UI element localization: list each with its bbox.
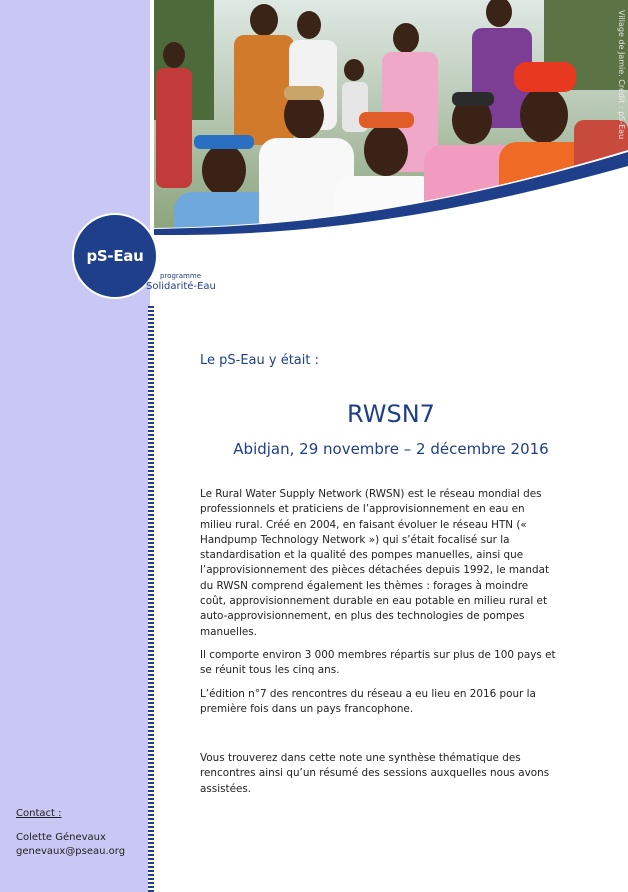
lead-text: Le pS-Eau y était :: [200, 353, 319, 368]
contact-name: Colette Génevaux: [16, 832, 106, 843]
contact-block: [16, 807, 125, 859]
paragraph-members: Il comporte environ 3 000 membres répartis sur plus de 100 pays et se réunit tous les cinq ans.: [200, 648, 556, 677]
logo-tagline-small: programme: [160, 272, 202, 280]
group-photo-illustration: [154, 0, 628, 235]
paragraph-summary: Vous trouverez dans cette note une synthèse thématique des rencontres ainsi qu’un résumé des sessions auxquelles nous avons assistées.: [200, 752, 550, 795]
contact-email[interactable]: genevaux@pseau.org: [16, 846, 126, 857]
dotted-divider: [148, 306, 154, 892]
body-text: [200, 487, 556, 805]
contact-label: Contact :: [16, 808, 62, 819]
logo-tagline: Solidarité-Eau: [146, 281, 216, 292]
paragraph-edition: L’édition n°7 des rencontres du réseau a eu lieu en 2016 pour la première fois dans un pays francophone.: [200, 687, 536, 715]
photo-credit: Village de Jamie. Crédit : pS-Eau: [617, 10, 626, 140]
page-title: RWSN7: [347, 400, 435, 428]
logo-text: pS-Eau: [86, 247, 144, 265]
sidebar: [0, 0, 150, 892]
paragraph-intro: Le Rural Water Supply Network (RWSN) est le réseau mondial des professionnels et praticiens de l’approvisionnement en eau en milieu rural. Créé en 2004, en faisant évoluer le réseau HTN (« Handpump Technology Network ») qui s’était focalisé sur la standardisation et la qualité des pompes manuelles, ainsi que l’approvisionnement des pièces détachées depuis 1992, le mandat du RWSN comprend également les thèmes : forages à moindre coût, approvisionnement durable en eau potable en milieu rural et auto-approvisionnement, en plus des technologies de pompes manuelles.: [200, 488, 550, 638]
page-subtitle: Abidjan, 29 novembre – 2 décembre 2016: [233, 440, 549, 458]
header-photo: [154, 0, 628, 235]
